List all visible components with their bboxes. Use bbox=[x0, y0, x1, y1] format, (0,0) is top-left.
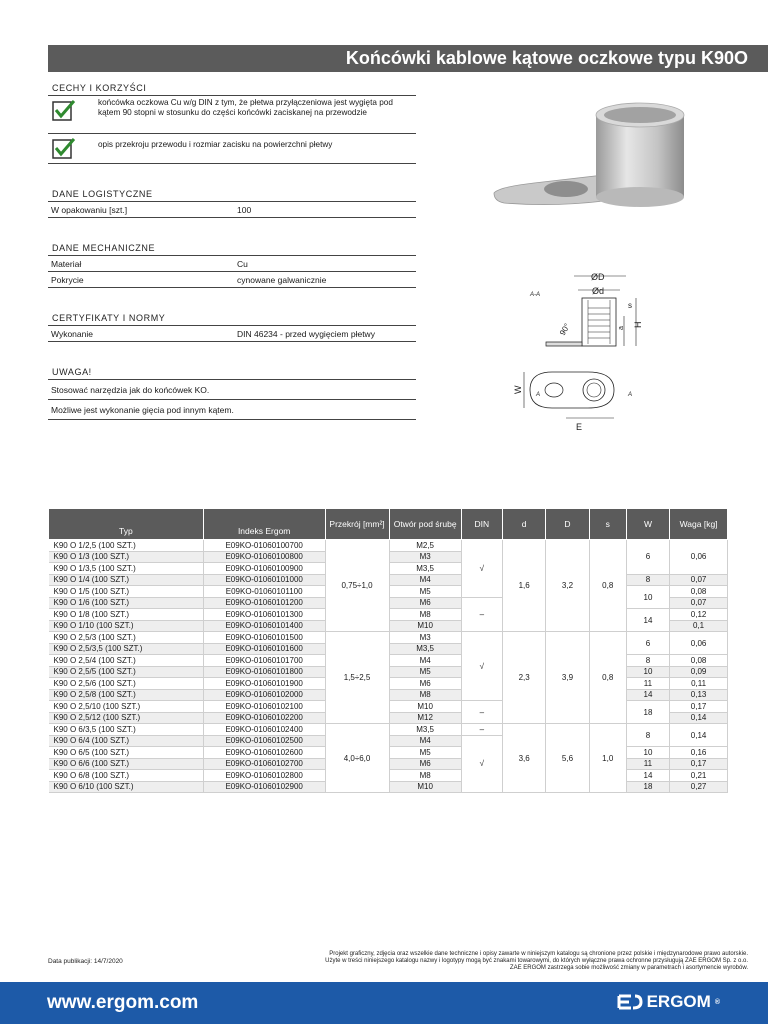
angle-label: 90° bbox=[557, 322, 572, 337]
table-cell: K90 O 6/5 (100 SZT.) bbox=[49, 747, 204, 759]
table-cell: 0,17 bbox=[670, 758, 728, 770]
table-cell: E09KO-01060102100 bbox=[203, 701, 325, 713]
table-cell: 0,75÷1,0 bbox=[325, 540, 389, 632]
table-cell: M3,5 bbox=[389, 563, 461, 575]
table-cell: E09KO-01060102400 bbox=[203, 724, 325, 736]
section-mark: A bbox=[628, 392, 633, 398]
table-cell: E09KO-01060100900 bbox=[203, 563, 325, 575]
dim-s-label: s bbox=[628, 301, 632, 310]
table-cell: M10 bbox=[389, 620, 461, 632]
mechanical-heading: DANE MECHANICZNE bbox=[48, 240, 416, 256]
section-label: A-A bbox=[530, 292, 541, 298]
table-cell: K90 O 6/8 (100 SZT.) bbox=[49, 770, 204, 782]
column-header: d bbox=[503, 509, 546, 540]
table-cell: E09KO-01060101600 bbox=[203, 643, 325, 655]
table-cell: 8 bbox=[626, 724, 669, 747]
table-cell: 2,3 bbox=[503, 632, 546, 724]
table-cell: K90 O 6/4 (100 SZT.) bbox=[49, 735, 204, 747]
table-cell: 0,07 bbox=[670, 597, 728, 609]
page-title: Końcówki kablowe kątowe oczkowe typu K90O bbox=[345, 48, 748, 68]
svg-text:a: a bbox=[618, 326, 625, 330]
feature-text: opis przekroju przewodu i rozmiar zacisku na powierzchni płetwy bbox=[98, 140, 333, 149]
table-cell: E09KO-01060102900 bbox=[203, 781, 325, 793]
column-header: W bbox=[626, 509, 669, 540]
table-cell: 18 bbox=[626, 781, 669, 793]
column-header: Typ bbox=[49, 509, 204, 540]
logistics-heading: DANE LOGISTYCZNE bbox=[48, 186, 416, 202]
table-cell: E09KO-01060102200 bbox=[203, 712, 325, 724]
table-cell: K90 O 6/3,5 (100 SZT.) bbox=[49, 724, 204, 736]
table-cell: M10 bbox=[389, 781, 461, 793]
table-cell: 1,6 bbox=[503, 540, 546, 632]
brand-name: ERGOM bbox=[646, 992, 711, 1011]
table-cell: K90 O 2,5/5 (100 SZT.) bbox=[49, 666, 204, 678]
table-cell: E09KO-01060102700 bbox=[203, 758, 325, 770]
table-cell: E09KO-01060101000 bbox=[203, 574, 325, 586]
row-value: cynowane galwanicznie bbox=[237, 274, 327, 285]
table-cell: 0,27 bbox=[670, 781, 728, 793]
table-header-row bbox=[49, 509, 728, 540]
table-row bbox=[49, 540, 728, 552]
ergom-logo-icon bbox=[617, 992, 643, 1012]
table-cell: 11 bbox=[626, 758, 669, 770]
dim-E-label: E bbox=[576, 422, 583, 432]
table-cell: M12 bbox=[389, 712, 461, 724]
column-header: DIN bbox=[461, 509, 502, 540]
feature-item bbox=[48, 134, 416, 164]
column-header: D bbox=[546, 509, 589, 540]
table-cell: M4 bbox=[389, 735, 461, 747]
table-cell: 0,14 bbox=[670, 724, 728, 747]
checkmark-icon bbox=[48, 134, 88, 162]
table-cell: E09KO-01060102800 bbox=[203, 770, 325, 782]
legal-line: ZAE ERGOM zastrzega sobie możliwość zmiany w parametrach i asortymencie wyrobów. bbox=[509, 965, 748, 972]
column-header: Waga [kg] bbox=[670, 509, 728, 540]
table-cell: – bbox=[461, 724, 502, 736]
table-cell: E09KO-01060101400 bbox=[203, 620, 325, 632]
table-cell: 0,17 bbox=[670, 701, 728, 713]
feature-item bbox=[48, 96, 416, 134]
table-cell: 0,16 bbox=[670, 747, 728, 759]
feature-text: końcówka oczkowa Cu w/g DIN z tym, że płetwa przyłączeniowa jest wygięta pod kątem 90 stopni w stosunku do części końcówki zaciskanej na przewodzie bbox=[98, 98, 393, 117]
legal-note bbox=[188, 951, 748, 973]
table-cell: 0,08 bbox=[670, 655, 728, 667]
product-photo bbox=[494, 95, 724, 210]
legal-line: Użyte w treści niniejszego katalogu nazwy i logotypy mogą być znakami towarowymi, do których wyłączne prawa ochronne przysługują ZAE ERGOM Sp. z o.o. bbox=[325, 958, 748, 965]
features-heading: CECHY I KORZYŚCI bbox=[48, 80, 416, 96]
table-cell: √ bbox=[461, 540, 502, 598]
row-value: Cu bbox=[237, 258, 248, 269]
table-cell: 11 bbox=[626, 678, 669, 690]
table-cell: 3,9 bbox=[546, 632, 589, 724]
table-cell: M4 bbox=[389, 574, 461, 586]
table-cell: K90 O 2,5/3 (100 SZT.) bbox=[49, 632, 204, 644]
ergom-logo bbox=[617, 992, 720, 1012]
table-cell: E09KO-01060100800 bbox=[203, 551, 325, 563]
section-mark: A bbox=[536, 392, 541, 398]
table-cell: M3,5 bbox=[389, 724, 461, 736]
table-cell: √ bbox=[461, 632, 502, 701]
table-cell: 14 bbox=[626, 689, 669, 701]
table-cell: √ bbox=[461, 735, 502, 793]
row-key: Pokrycie bbox=[51, 274, 84, 285]
table-cell: 0,11 bbox=[670, 678, 728, 690]
table-cell: K90 O 2,5/8 (100 SZT.) bbox=[49, 689, 204, 701]
mechanical-row bbox=[48, 256, 416, 272]
table-cell: E09KO-01060102000 bbox=[203, 689, 325, 701]
table-cell: 6 bbox=[626, 632, 669, 655]
table-cell: M6 bbox=[389, 597, 461, 609]
title-bar bbox=[48, 45, 768, 72]
table-cell: 1,0 bbox=[589, 724, 626, 793]
table-cell: 8 bbox=[626, 655, 669, 667]
table-cell: K90 O 1/3,5 (100 SZT.) bbox=[49, 563, 204, 575]
warning-line: Stosować narzędzia jak do końcówek KO. bbox=[48, 380, 416, 400]
column-header: Otwór pod śrubę bbox=[389, 509, 461, 540]
table-cell: M6 bbox=[389, 758, 461, 770]
table-cell: M3 bbox=[389, 632, 461, 644]
table-cell: E09KO-01060101100 bbox=[203, 586, 325, 598]
table-cell: M2,5 bbox=[389, 540, 461, 552]
registered-mark: ® bbox=[714, 998, 720, 1006]
table-cell: K90 O 1/8 (100 SZT.) bbox=[49, 609, 204, 621]
table-cell: M5 bbox=[389, 747, 461, 759]
info-column bbox=[48, 80, 416, 420]
row-value: 100 bbox=[237, 204, 252, 215]
table-row bbox=[49, 632, 728, 644]
table-cell: E09KO-01060102600 bbox=[203, 747, 325, 759]
dim-H-label: H bbox=[633, 321, 643, 328]
table-cell: M5 bbox=[389, 586, 461, 598]
table-cell: 0,8 bbox=[589, 632, 626, 724]
dim-W-label: W bbox=[513, 385, 523, 394]
table-cell: E09KO-01060102500 bbox=[203, 735, 325, 747]
table-cell: K90 O 1/4 (100 SZT.) bbox=[49, 574, 204, 586]
spec-table bbox=[48, 508, 728, 793]
logistics-row bbox=[48, 202, 416, 218]
table-cell: K90 O 2,5/4 (100 SZT.) bbox=[49, 655, 204, 667]
table-cell: 0,09 bbox=[670, 666, 728, 678]
table-cell: – bbox=[461, 597, 502, 632]
table-cell: E09KO-01060101800 bbox=[203, 666, 325, 678]
checkmark-icon bbox=[48, 96, 88, 124]
table-cell: 3,2 bbox=[546, 540, 589, 632]
table-cell: – bbox=[461, 701, 502, 724]
column-header: s bbox=[589, 509, 626, 540]
certificates-heading: CERTYFIKATY I NORMY bbox=[48, 310, 416, 326]
table-cell: 0,14 bbox=[670, 712, 728, 724]
table-cell: 0,1 bbox=[670, 620, 728, 632]
legal-line: Projekt graficzny, zdjęcia oraz wszelkie dane techniczne i opisy zawarte w niniejszym katalogu są chronione przez polskie i międzynarodowe prawo autorskie. bbox=[329, 951, 748, 957]
website-link[interactable]: www.ergom.com bbox=[47, 992, 199, 1013]
table-cell: E09KO-01060101200 bbox=[203, 597, 325, 609]
table-cell: 6 bbox=[626, 540, 669, 575]
publication-date: Data publikacji: 14/7/2020 bbox=[48, 958, 123, 965]
table-cell: 10 bbox=[626, 747, 669, 759]
table-cell: K90 O 1/6 (100 SZT.) bbox=[49, 597, 204, 609]
row-key: Wykonanie bbox=[51, 328, 93, 339]
row-key: Materiał bbox=[51, 258, 82, 269]
table-cell: K90 O 2,5/12 (100 SZT.) bbox=[49, 712, 204, 724]
row-key: W opakowaniu [szt.] bbox=[51, 204, 128, 215]
table-cell: K90 O 6/10 (100 SZT.) bbox=[49, 781, 204, 793]
table-cell: 1,5÷2,5 bbox=[325, 632, 389, 724]
table-cell: M3,5 bbox=[389, 643, 461, 655]
table-cell: 10 bbox=[626, 586, 669, 609]
table-cell: 10 bbox=[626, 666, 669, 678]
table-cell: 0,21 bbox=[670, 770, 728, 782]
warning-heading: UWAGA! bbox=[48, 364, 416, 380]
column-header: Przekrój [mm²] bbox=[325, 509, 389, 540]
row-value: DIN 46234 - przed wygięciem płetwy bbox=[237, 328, 375, 339]
table-cell: K90 O 1/2,5 (100 SZT.) bbox=[49, 540, 204, 552]
table-cell: M8 bbox=[389, 770, 461, 782]
footer-bar bbox=[0, 982, 768, 1024]
table-cell: 8 bbox=[626, 574, 669, 586]
table-cell: E09KO-01060101900 bbox=[203, 678, 325, 690]
dim-d-label: Ød bbox=[592, 286, 605, 296]
table-cell: 18 bbox=[626, 701, 669, 724]
table-cell: K90 O 2,5/3,5 (100 SZT.) bbox=[49, 643, 204, 655]
table-cell: 0,07 bbox=[670, 574, 728, 586]
table-cell: E09KO-01060101300 bbox=[203, 609, 325, 621]
table-cell: 0,12 bbox=[670, 609, 728, 621]
table-cell: 0,8 bbox=[589, 540, 626, 632]
table-cell: M4 bbox=[389, 655, 461, 667]
table-cell: 14 bbox=[626, 609, 669, 632]
table-cell: K90 O 2,5/6 (100 SZT.) bbox=[49, 678, 204, 690]
column-header: Indeks Ergom bbox=[203, 509, 325, 540]
table-cell: K90 O 1/3 (100 SZT.) bbox=[49, 551, 204, 563]
table-cell: 5,6 bbox=[546, 724, 589, 793]
table-row bbox=[49, 724, 728, 736]
mechanical-row bbox=[48, 272, 416, 288]
certificates-row bbox=[48, 326, 416, 342]
table-cell: E09KO-01060101500 bbox=[203, 632, 325, 644]
dim-D-label: ØD bbox=[591, 272, 605, 282]
technical-drawing bbox=[513, 268, 676, 433]
table-cell: K90 O 1/10 (100 SZT.) bbox=[49, 620, 204, 632]
table-cell: E09KO-01060101700 bbox=[203, 655, 325, 667]
table-cell: K90 O 6/6 (100 SZT.) bbox=[49, 758, 204, 770]
warning-line: Możliwe jest wykonanie gięcia pod innym kątem. bbox=[48, 400, 416, 420]
table-cell: 0,08 bbox=[670, 586, 728, 598]
table-cell: 0,06 bbox=[670, 632, 728, 655]
table-cell: M10 bbox=[389, 701, 461, 713]
table-cell: M5 bbox=[389, 666, 461, 678]
table-cell: E09KO-01060100700 bbox=[203, 540, 325, 552]
table-cell: K90 O 2,5/10 (100 SZT.) bbox=[49, 701, 204, 713]
table-cell: 3,6 bbox=[503, 724, 546, 793]
table-cell: M8 bbox=[389, 609, 461, 621]
table-cell: M6 bbox=[389, 678, 461, 690]
table-cell: M8 bbox=[389, 689, 461, 701]
table-cell: 0,13 bbox=[670, 689, 728, 701]
table-cell: M3 bbox=[389, 551, 461, 563]
table-cell: K90 O 1/5 (100 SZT.) bbox=[49, 586, 204, 598]
table-cell: 4,0÷6,0 bbox=[325, 724, 389, 793]
table-cell: 0,06 bbox=[670, 540, 728, 575]
table-cell: 14 bbox=[626, 770, 669, 782]
